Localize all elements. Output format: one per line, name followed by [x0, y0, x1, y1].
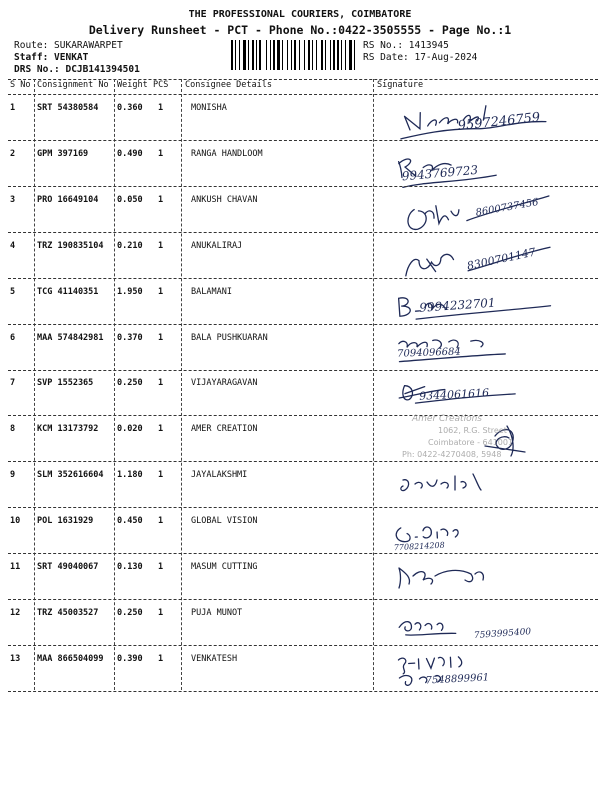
row-consignment-no: TRZ 45003527 — [37, 608, 99, 618]
svg-text:9994232701: 9994232701 — [418, 295, 497, 315]
row-weight: 0.390 — [117, 654, 143, 664]
row-divider — [8, 691, 598, 692]
row-consignment-no: SRT 49040067 — [37, 562, 99, 572]
row-consignee: GLOBAL VISION — [191, 516, 258, 526]
row-weight: 0.250 — [117, 608, 143, 618]
svg-text:7593995400: 7593995400 — [473, 627, 532, 642]
row-pcs: 1 — [158, 516, 164, 526]
row-consignee: MASUM CUTTING — [191, 562, 258, 572]
stamp-city: Coimbatore - 641001 — [428, 438, 514, 447]
row-consignment-no: TRZ 190835104 — [37, 241, 104, 251]
column-header-consignment: Consignment No — [37, 80, 109, 90]
row-consignee: MONISHA — [191, 103, 227, 113]
runsheet-title: Delivery Runsheet - PCT - Phone No.:0422-3505555 - Page No.:1 — [88, 23, 512, 37]
row-consignment-no: KCM 13173792 — [37, 424, 99, 434]
row-weight: 1.950 — [117, 287, 143, 297]
signature-image — [375, 187, 597, 231]
row-consignment-no: MAA 574842981 — [37, 333, 104, 343]
row-weight: 0.210 — [117, 241, 143, 251]
row-consignment-no: MAA 866504099 — [37, 654, 104, 664]
row-weight: 1.180 — [117, 470, 143, 480]
signature-image — [375, 554, 597, 598]
company-title: THE PROFESSIONAL COURIERS, COIMBATORE — [188, 9, 412, 20]
row-sno: 3 — [10, 195, 16, 205]
row-sno: 8 — [10, 424, 16, 434]
svg-text:9943769723: 9943769723 — [401, 162, 479, 184]
column-header-weight: Weight — [117, 80, 148, 90]
row-pcs: 1 — [158, 241, 164, 251]
row-weight: 0.020 — [117, 424, 143, 434]
row-pcs: 1 — [158, 103, 164, 113]
column-header-signature: Signature — [377, 80, 424, 90]
svg-text:8600737456: 8600737456 — [474, 196, 540, 219]
svg-text:7708214208: 7708214208 — [393, 540, 445, 553]
row-pcs: 1 — [158, 470, 164, 480]
stamp-address: 1062, R.G. Street — [438, 426, 507, 435]
signature-image — [375, 279, 597, 323]
row-consignment-no: PRO 16649104 — [37, 195, 99, 205]
row-sno: 7 — [10, 378, 16, 388]
company-stamp — [398, 414, 548, 470]
drs-number: DRS No.: DCJB141394501 — [14, 64, 140, 75]
signature-image — [375, 95, 597, 139]
signature-image — [375, 646, 597, 690]
row-weight: 0.450 — [117, 516, 143, 526]
row-consignee: VENKATESH — [191, 654, 238, 664]
row-pcs: 1 — [158, 378, 164, 388]
row-pcs: 1 — [158, 608, 164, 618]
svg-text:7094096684: 7094096684 — [397, 346, 461, 360]
rs-date: RS Date: 17-Aug-2024 — [363, 52, 478, 63]
barcode-icon — [231, 40, 357, 70]
row-pcs: 1 — [158, 149, 164, 159]
signature-image — [375, 325, 597, 369]
row-sno: 11 — [10, 562, 21, 572]
svg-text:9344061616: 9344061616 — [418, 386, 490, 403]
row-consignee: PUJA MUNOT — [191, 608, 243, 618]
row-sno: 6 — [10, 333, 16, 343]
row-sno: 1 — [10, 103, 16, 113]
row-consignee: BALA PUSHKUARAN — [191, 333, 268, 343]
row-weight: 0.050 — [117, 195, 143, 205]
signature-image — [375, 370, 597, 414]
stamp-phone: Ph: 0422-4270408, 5948 — [402, 450, 502, 459]
signature-image — [375, 600, 597, 644]
signature-image — [375, 508, 597, 552]
signature-image — [375, 233, 597, 277]
row-consignment-no: SVP 1552365 — [37, 378, 94, 388]
route-label: Route: SUKARAWARPET — [14, 40, 123, 51]
row-consignee: RANGA HANDLOOM — [191, 149, 263, 159]
signature-image — [375, 141, 597, 185]
row-consignment-no: SLM 352616604 — [37, 470, 104, 480]
row-pcs: 1 — [158, 654, 164, 664]
row-sno: 10 — [10, 516, 21, 526]
row-sno: 2 — [10, 149, 16, 159]
row-sno: 12 — [10, 608, 21, 618]
row-pcs: 1 — [158, 195, 164, 205]
row-weight: 0.360 — [117, 103, 143, 113]
svg-text:9597246759: 9597246759 — [457, 110, 541, 134]
row-consignee: JAYALAKSHMI — [191, 470, 248, 480]
svg-text:8300701147: 8300701147 — [465, 245, 538, 273]
row-consignee: VIJAYARAGAVAN — [191, 378, 258, 388]
column-header-pcs: PCS — [153, 80, 169, 90]
row-consignment-no: POL 1631929 — [37, 516, 94, 526]
row-sno: 4 — [10, 241, 16, 251]
row-consignment-no: TCG 41140351 — [37, 287, 99, 297]
row-sno: 5 — [10, 287, 16, 297]
column-header-sno: S No — [10, 80, 31, 90]
row-consignee: ANKUSH CHAVAN — [191, 195, 258, 205]
row-weight: 0.490 — [117, 149, 143, 159]
row-pcs: 1 — [158, 333, 164, 343]
row-consignee: ANUKALIRAJ — [191, 241, 243, 251]
row-sno: 13 — [10, 654, 21, 664]
column-header-consignee: Consignee Details — [185, 80, 272, 90]
staff-label: Staff: VENKAT — [14, 52, 89, 63]
row-consignment-no: SRT 54380584 — [37, 103, 99, 113]
row-pcs: 1 — [158, 562, 164, 572]
row-weight: 0.130 — [117, 562, 143, 572]
svg-text:7548899961: 7548899961 — [425, 672, 490, 687]
row-consignment-no: GPM 397169 — [37, 149, 89, 159]
row-weight: 0.370 — [117, 333, 143, 343]
row-weight: 0.250 — [117, 378, 143, 388]
stamp-name: Amer Creations — [412, 414, 482, 424]
row-consignee: AMER CREATION — [191, 424, 258, 434]
row-consignee: BALAMANI — [191, 287, 232, 297]
row-pcs: 1 — [158, 287, 164, 297]
rs-number: RS No.: 1413945 — [363, 40, 449, 51]
row-sno: 9 — [10, 470, 16, 480]
row-pcs: 1 — [158, 424, 164, 434]
